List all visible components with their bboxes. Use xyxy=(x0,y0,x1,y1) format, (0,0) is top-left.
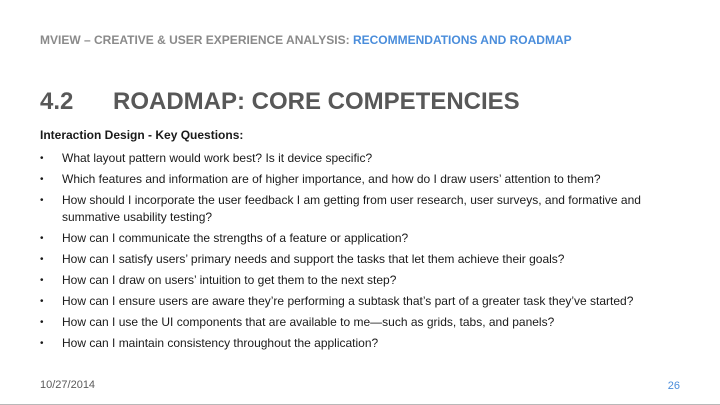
question-list xyxy=(40,150,700,356)
question-text: How can I maintain consistency throughout the application? xyxy=(62,336,379,350)
question-text: What layout pattern would work best? Is it device specific? xyxy=(62,151,373,165)
bullet-icon: • xyxy=(40,195,44,206)
list-item xyxy=(40,192,700,226)
list-item xyxy=(40,335,700,352)
list-item xyxy=(40,293,700,310)
list-item xyxy=(40,251,700,268)
list-item xyxy=(40,230,700,247)
question-text: Which features and information are of higher importance, and how do I draw users’ attention to them? xyxy=(62,172,601,186)
slide-header xyxy=(40,33,572,47)
question-text: How can I satisfy users’ primary needs and support the tasks that let them achieve their goals? xyxy=(62,252,565,266)
bullet-icon: • xyxy=(40,296,44,307)
question-text: How can I communicate the strengths of a feature or application? xyxy=(62,231,409,245)
question-text: How can I ensure users are aware they’re performing a subtask that’s part of a greater task they’ve started? xyxy=(62,294,634,308)
list-item xyxy=(40,171,700,188)
bullet-icon: • xyxy=(40,317,44,328)
slide-title xyxy=(40,88,520,116)
list-item xyxy=(40,272,700,289)
subheading: Interaction Design - Key Questions: xyxy=(40,128,244,142)
question-text: How can I use the UI components that are available to me—such as grids, tabs, and panels? xyxy=(62,315,555,329)
list-item xyxy=(40,150,700,167)
bullet-icon: • xyxy=(40,174,44,185)
footer-date: 10/27/2014 xyxy=(40,379,96,391)
title-text: ROADMAP: CORE COMPETENCIES xyxy=(113,88,520,115)
question-text: How should I incorporate the user feedback I am getting from user research, user surveys, and formative and summative usability testing? xyxy=(62,193,641,224)
title-number: 4.2 xyxy=(40,88,74,115)
header-section: RECOMMENDATIONS AND ROADMAP xyxy=(352,33,572,47)
bullet-icon: • xyxy=(40,338,44,349)
bullet-icon: • xyxy=(40,275,44,286)
page-number: 26 xyxy=(667,380,680,392)
list-item xyxy=(40,314,700,331)
bullet-icon: • xyxy=(40,254,44,265)
header-prefix: MVIEW – CREATIVE & USER EXPERIENCE ANALYSIS: xyxy=(40,33,353,47)
bullet-icon: • xyxy=(40,233,44,244)
bullet-icon: • xyxy=(40,153,44,164)
question-text: How can I draw on users’ intuition to get them to the next step? xyxy=(62,273,397,287)
